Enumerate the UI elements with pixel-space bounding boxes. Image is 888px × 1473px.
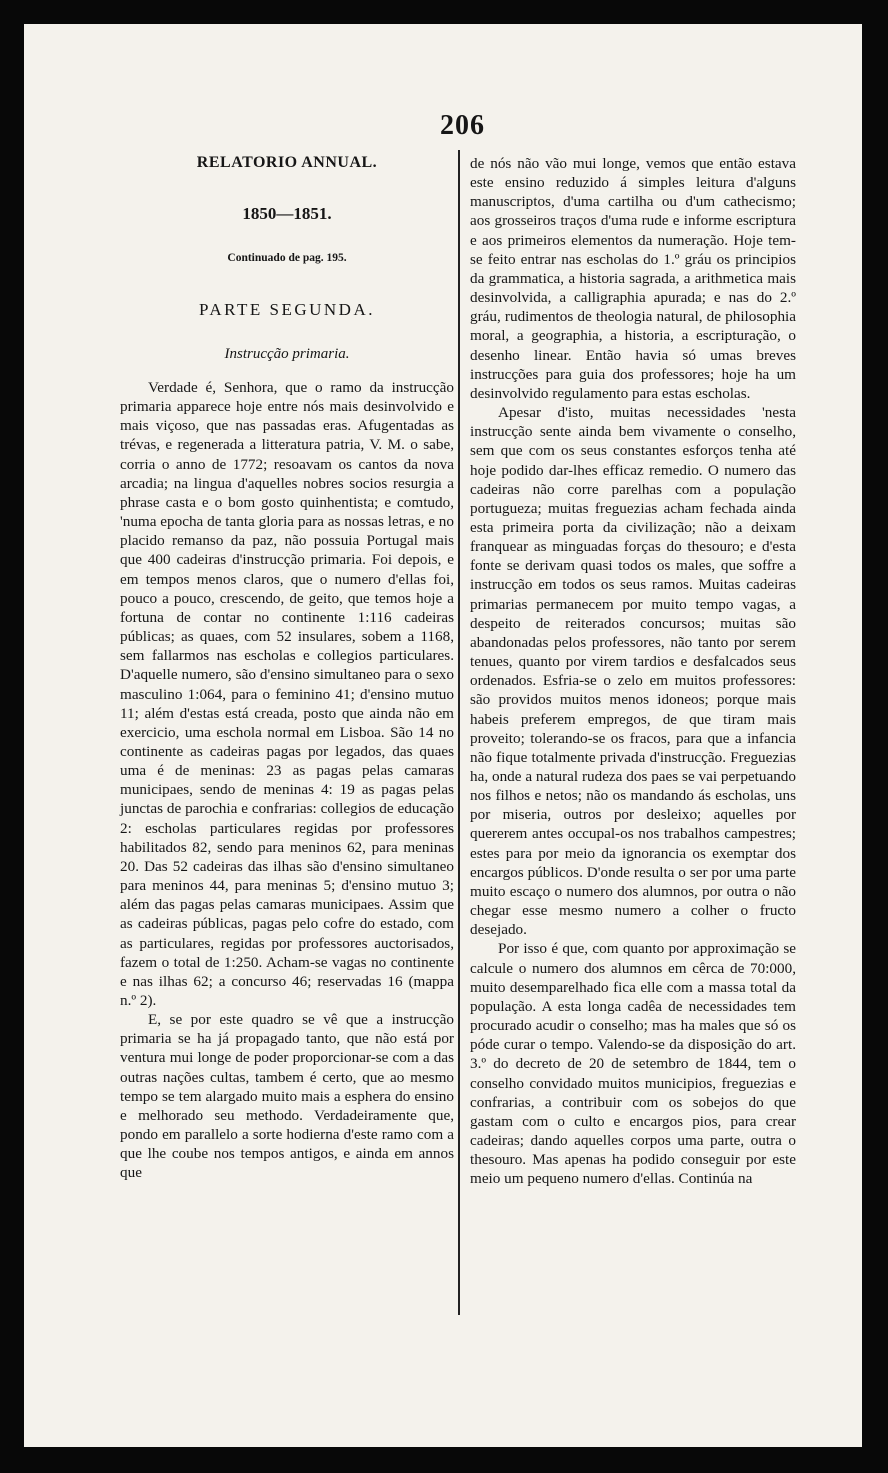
page-number: 206	[440, 110, 485, 141]
left-column	[120, 378, 454, 1183]
paragraph: Por isso é que, com quanto por approximação se calcule o numero dos alumnos em cêrca de 70:000, muito desemparelhado fica elle com a massa total da população. A esta longa cadêa de necessidades tem procurado acudir o conselho; mas ha males que só os póde curar o tempo. Valendo-se da disposição do art. 3.º do decreto de 20 de setembro de 1844, tem o conselho convidado muitos municipios, freguezias e confrarias, a contribuir com os sobejos do que gastam com o culto e encargos pios, para crear cadeiras; dando aquelles corpos uma parte, outra o thesouro. Mas apenas ha podido conseguir por este meio um pequeno numero d'ellas. Continúa na	[470, 940, 796, 1188]
paragraph: E, se por este quadro se vê que a instrucção primaria se ha já propagado tanto, que não está por ventura mui longe de poder proporcionar-se com a das outras nações cultas, tambem é certo, que ao mesmo tempo se tem alargado muito mais a esphera do ensino e melhorado seu methodo. Verdadeiramente que, pondo em parallelo a sorte hodierna d'este ramo com a que lhe coube nos tempos antigos, e ainda em annos que	[120, 1011, 454, 1182]
report-title: RELATORIO ANNUAL.	[196, 154, 378, 171]
report-years: 1850—1851.	[242, 204, 332, 223]
column-divider	[458, 150, 460, 1315]
section-subtitle: Instrucção primaria.	[224, 346, 350, 362]
right-column	[470, 154, 796, 1188]
paragraph: Verdade é, Senhora, que o ramo da instrucção primaria apparece hoje entre nós mais desinvolvido e mais viçoso, que nas passadas eras. Afugentadas as trévas, e regenerada a litteratura patria, V. M. o sabe, corria o anno de 1772; resoavam os cantos da nova arcadia; na lingua d'aquelles nobres socios resurgia a phrase casta e o bom gosto quinhentista; e comtudo, 'numa epocha de tanta gloria para as nossas letras, e no placido remanso da paz, não possuia Portugal mais que 400 cadeiras d'instrucção primaria. Foi depois, e em tempos menos claros, que o numero d'ellas foi, pouco a pouco, crescendo, de geito, que temos hoje a fortuna de contar no continente 1:116 cadeiras públicas; as quaes, com 52 insulares, sobem a 1168, sem fallarmos nas escholas e collegios particulares. D'aquelle numero, são d'ensino simultaneo para o sexo masculino 1:064, para o feminino 41; d'ensino mutuo 11; além d'estas está creada, posto que ainda não em exercicio, uma eschola normal em Lisboa. São 14 no continente as cadeiras pagas por legados, das quaes uma é de meninas: 23 as pagas pelas camaras municipaes, sendo de meninas 4: 19 as pagas pelas junctas de parochia e confrarias: collegios de educação 2: escholas particulares regidas por professores habilitados 82, sendo para meninos 62, para meninas 20. Das 52 cadeiras das ilhas são d'ensino simultaneo para meninos 44, para meninas 5; d'ensino mutuo 3; além das pagas pelas camaras municipaes. Assim que as cadeiras públicas, pagas pelo cofre do estado, com as particulares, regidas por professores auctorisados, fazem o total de 1:250. Acham-se vagas no continente e nas ilhas 62; a concurso 46; reservadas 16 (mappa n.º 2).	[120, 379, 454, 1009]
paragraph: de nós não vão mui longe, vemos que então estava este ensino reduzido á simples leitura d'alguns manuscriptos, d'uma cartilha ou d'um cathecismo; aos grosseiros traços d'uma rude e informe escriptura e aos primeiros elementos da numeração. Hoje tem-se feito entrar nas escholas do 1.º gráu os principios da grammatica, a historia sagrada, a arithmetica mais desinvolvida, a calligraphia apurada; e nas do 2.º gráu, rudimentos de theologia natural, de philosophia moral, a geographia, a historia, a escripturação, o desenho linear. Então havia só umas breves instrucções para guia dos professores; hoje ha um desinvolvido regulamento para estas escholas.	[470, 155, 796, 402]
part-heading: PARTE SEGUNDA.	[199, 300, 375, 319]
continued-note: Continuado de pag. 195.	[227, 252, 347, 264]
paragraph: Apesar d'isto, muitas necessidades 'nesta instrucção sente ainda bem vivamente o conselho, sem que com os seus constantes esforços tenha até hoje podido dar-lhes efficaz remedio. O numero das cadeiras não corre parelhas com a população portugueza; muitas freguezias acham fechada ainda esta primeira porta da civilização; não a deixam franquear as minguadas forças do thesouro; e d'esta fonte se derivam quasi todos os males, que soffre a instrucção em todos os seus ramos. Muitas cadeiras primarias permanecem por muito tempo vagas, a despeito de reiterados concursos; muitas são abandonadas pelos professores, não tanto por serem tenues, quanto por virem tardios e desfalcados seus ordenados. Esfria-se o zelo em muitos professores: são providos muitos menos idoneos; porque mais habeis preferem empregos, de que tiram mais proveito; tolerando-se os fracos, para que a infancia não fique totalmente privada d'instrucção. Freguezias ha, onde a natural rudeza dos paes se vai perpetuando nos filhos e netos; não os mandando ás escholas, uns por miseria, outros por desleixo; aquelles por quererem antes occupal-os nos trabalhos campestres; estes para por meio da ignorancia os exemptar dos encargos públicos. D'onde resulta o ser por uma parte muito escaço o numero dos alumnos, por outra o não chegar esse mesmo numero a colher o fructo desejado.	[470, 404, 796, 939]
